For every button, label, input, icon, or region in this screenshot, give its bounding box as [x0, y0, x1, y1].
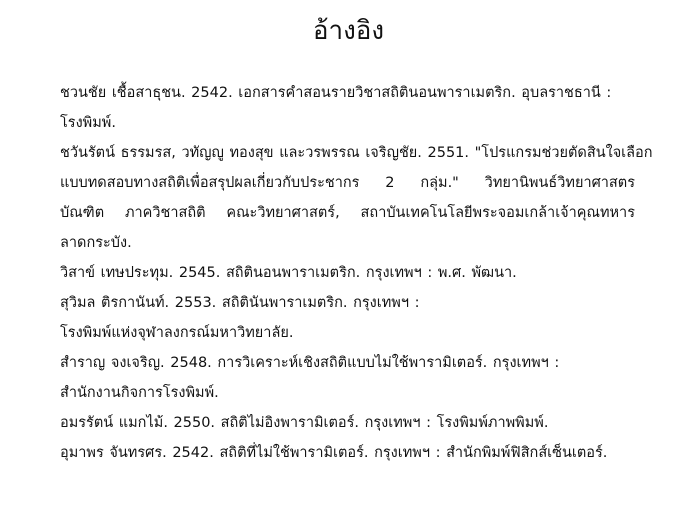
- page-title: อ้างอิง: [312, 16, 385, 46]
- reference-entry: [60, 408, 635, 438]
- reference-line: โรงพิมพ์แห่งจุฬาลงกรณ์มหาวิทยาลัย.: [60, 325, 294, 341]
- reference-line: สุวิมล ติรกานันท์. 2553. สถิตินันพาราเมตริก. กรุงเทพฯ :: [60, 295, 420, 311]
- reference-entry: [60, 438, 635, 468]
- reference-entry: [60, 288, 635, 348]
- reference-line: โรงพิมพ์.: [60, 115, 116, 131]
- reference-line: แบบทดสอบทางสถิติเพื่อสรุปผลเกี่ยวกับประชากร 2 กลุ่ม." วิทยานิพนธ์วิทยาศาสตร: [60, 175, 635, 191]
- reference-entry: [60, 78, 635, 138]
- reference-line: อมรรัตน์ แมกไม้. 2550. สถิติไม่อิงพารามิเตอร์. กรุงเทพฯ : โรงพิมพ์ภาพพิมพ์.: [60, 415, 549, 431]
- reference-entry: [60, 138, 653, 258]
- reference-line: ลาดกระบัง.: [60, 235, 132, 251]
- reference-entry: [60, 258, 635, 288]
- reference-line: วิสาข์ เทษประทุม. 2545. สถิตินอนพาราเมตริก. กรุงเทพฯ : พ.ศ. พัฒนา.: [60, 265, 517, 281]
- reference-line: สำนักงานกิจการโรงพิมพ์.: [60, 385, 219, 401]
- reference-line: อุมาพร จันทรศร. 2542. สถิติที่ไม่ใช้พารามิเตอร์. กรุงเทพฯ : สำนักพิมพ์ฟิสิกส์เซ็นเตอร์.: [60, 445, 608, 461]
- reference-line: ชวันรัตน์ ธรรมรส, วทัญญู ทองสุข และวรพรรณ เจริญชัย. 2551. "โปรแกรมช่วยตัดสินใจเลือก: [60, 145, 653, 161]
- reference-line: สำราญ จงเจริญ. 2548. การวิเคราะห์เชิงสถิติแบบไม่ใช้พารามิเตอร์. กรุงเทพฯ :: [60, 355, 560, 371]
- reference-line: บัณฑิต ภาควิชาสถิติ คณะวิทยาศาสตร์, สถาบันเทคโนโลยีพระจอมเกล้าเจ้าคุณทหาร: [60, 205, 635, 221]
- reference-list: [60, 78, 653, 468]
- reference-entry: [60, 348, 635, 408]
- reference-line: ชวนชัย เชื้อสาธุชน. 2542. เอกสารคำสอนรายวิชาสถิตินอนพาราเมตริก. อุบลราชธานี :: [60, 85, 612, 101]
